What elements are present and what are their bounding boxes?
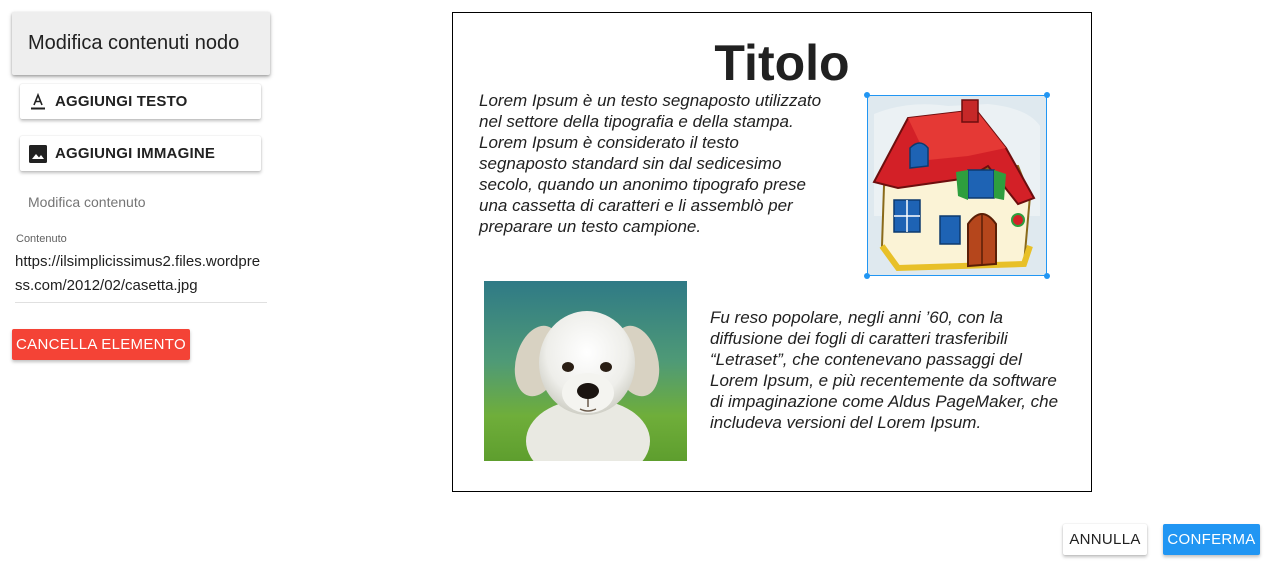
confirm-button[interactable]: CONFERMA: [1163, 524, 1260, 555]
resize-handle[interactable]: [864, 92, 870, 98]
content-input[interactable]: https://ilsimplicissimus2.files.wordpress.com/2012/02/casetta.jpg: [15, 250, 267, 303]
add-text-button[interactable]: [20, 84, 261, 119]
add-text-label: AGGIUNGI TESTO: [55, 93, 188, 110]
delete-element-button[interactable]: CANCELLA ELEMENTO: [12, 329, 190, 360]
section-title: Modifica contenuto: [28, 194, 146, 210]
text-format-icon: [29, 93, 47, 111]
cancel-button[interactable]: ANNULLA: [1063, 524, 1147, 555]
resize-handle[interactable]: [864, 273, 870, 279]
text-block-2[interactable]: Fu reso popolare, negli anni ’60, con la diffusione dei fogli di caratteri trasferibili “Letraset”, che contenevano passaggi del Lorem Ipsum, e più recentemente da software di impaginazione come Aldus PageMaker, che includeva versioni del Lorem Ipsum.: [710, 308, 1059, 432]
panel-title: Modifica contenuti nodo: [28, 32, 240, 54]
add-image-label: AGGIUNGI IMMAGINE: [55, 145, 216, 162]
resize-handle[interactable]: [1044, 92, 1050, 98]
house-image[interactable]: [867, 95, 1047, 276]
resize-handle[interactable]: [1044, 273, 1050, 279]
content-field-label: Contenuto: [16, 233, 67, 245]
preview-canvas: [452, 12, 1092, 492]
image-icon: [29, 145, 47, 163]
panel-header: [12, 12, 270, 75]
add-image-button[interactable]: [20, 136, 261, 171]
puppy-image[interactable]: [484, 281, 687, 461]
preview-title[interactable]: Titolo: [714, 35, 850, 91]
text-block-1[interactable]: Lorem Ipsum è un testo segnaposto utilizzato nel settore della tipografia e della stampa. Lorem Ipsum è considerato il testo segnaposto standard sin dal sedicesimo secolo, quando un anonimo tipografo prese una cassetta di caratteri e li assemblò per preparare un testo campione.: [479, 91, 822, 236]
